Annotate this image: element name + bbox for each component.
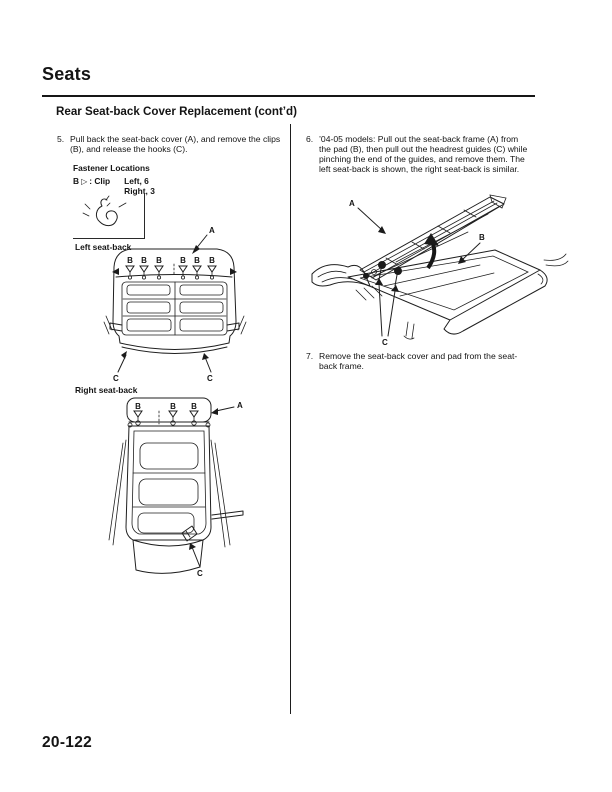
fastener-locations-title: Fastener Locations (73, 163, 150, 173)
step-7 (306, 351, 534, 371)
callout-b-label: B (180, 256, 186, 265)
step-5 (57, 134, 289, 154)
fastener-type-label: : Clip (89, 176, 111, 186)
column-divider (290, 124, 291, 714)
step-7-number: 7. (306, 351, 314, 361)
callout-b-label: B (194, 256, 200, 265)
callout-c-label: C (197, 569, 203, 578)
section-title: Rear Seat-back Cover Replacement (cont’d) (56, 105, 297, 118)
callout-c-label: C (207, 374, 213, 383)
lift-arrow (424, 233, 439, 246)
callout-a-label: A (349, 199, 355, 208)
callout-c-label: C (113, 374, 119, 383)
callout-c-label: C (382, 338, 388, 347)
clip-symbol-icon: ▷ (81, 176, 88, 186)
callout-b-label: B (156, 256, 162, 265)
seatback-frame-diagram (308, 192, 580, 350)
callout-b-label: B (479, 233, 485, 242)
callout-b-label: B (209, 256, 215, 265)
callout-b-label: B (191, 402, 197, 411)
callout-a-label: A (237, 401, 243, 410)
step-6 (306, 134, 532, 174)
step-7-text: Remove the seat-back cover and pad from the seat-back frame. (319, 351, 518, 371)
callout-b-label: B (141, 256, 147, 265)
step-6-number: 6. (306, 134, 314, 144)
left-seatback-caption: Left seat-back (75, 242, 132, 252)
callout-b-label: B (127, 256, 133, 265)
callout-b-label: B (135, 402, 141, 411)
step-5-number: 5. (57, 134, 65, 144)
fastener-letter: B (73, 176, 80, 186)
header-rule (42, 95, 535, 97)
fastener-qty-left: Left, 6 (124, 176, 149, 186)
page-title: Seats (42, 64, 92, 84)
page-number: 20-122 (42, 734, 93, 751)
right-seatback-diagram (100, 395, 250, 580)
fastener-qty-right: Right, 3 (124, 185, 155, 196)
callout-a-label: A (209, 226, 215, 235)
right-seatback-caption: Right seat-back (75, 385, 138, 395)
step-5-text: Pull back the seat-back cover (A), and remove the clips (B), and release the hooks (C). (70, 134, 281, 154)
step-6-text: ’04-05 models: Pull out the seat-back frame (A) from the pad (B), then pull out the headrest guides (C) while pinching the end of the guides, and remove them. The left seat-back is shown, the right seat-back is similar. (319, 134, 528, 174)
callout-b-label: B (170, 402, 176, 411)
left-seatback-diagram (100, 220, 250, 388)
